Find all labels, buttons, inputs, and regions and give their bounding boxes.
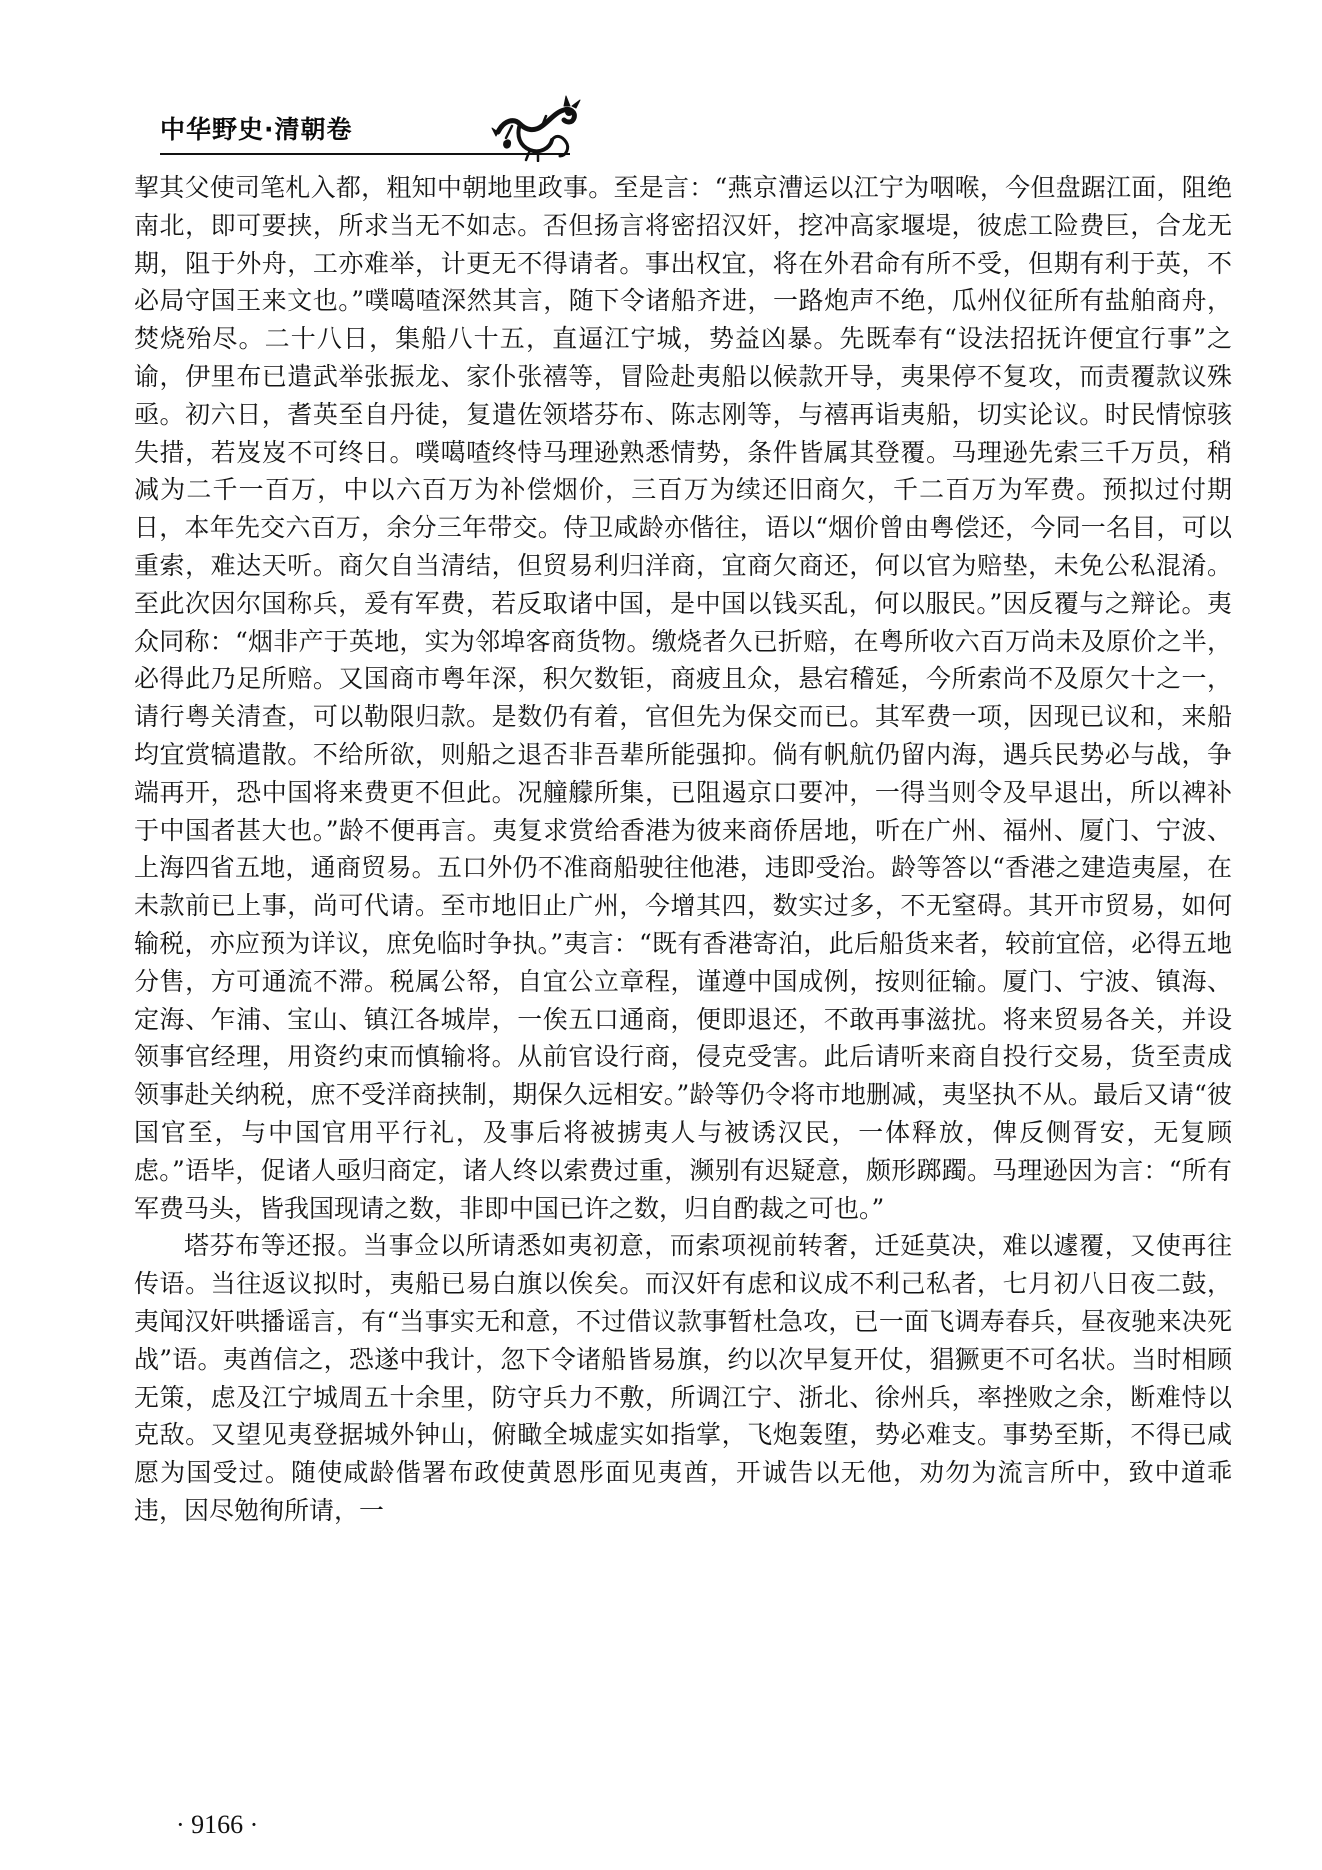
header-rule: [160, 153, 570, 155]
paragraph: 塔芬布等还报。当事佥以所请悉如夷初意，而索项视前转奢，迁延莫决，难以遽覆，又使再往传语。当往返议拟时，夷船已易白旗以俟矣。而汉奸有虑和议成不利己私者，七月初八日夜二鼓，夷闻汉奸哄播谣言，有“当事实无和意，不过借议款事暂杜急攻，已一面飞调寿春兵，昼夜驰来决死战”语。夷酋信之，恐遂中我计，忽下令诸船皆易旗，约以次早复开仗，猖獗更不可名状。当时相顾无策，虑及江宁城周五十余里，防守兵力不敷，所调江宁、浙北、徐州兵，率挫败之余，断难恃以克敌。又望见夷登据城外钟山，俯瞰全城虚实如指掌，飞炮轰堕，势必难支。事势至斯，不得已咸愿为国受过。随使咸龄偕署布政使黄恩彤面见夷酋，开诚告以无他，劝勿为流言所中，致中道乖违，因尽勉徇所请，一: [134, 1231, 1232, 1525]
running-header: [160, 92, 570, 162]
page-number: · 9166 ·: [176, 1810, 259, 1839]
dragon-icon: [490, 92, 582, 162]
book-title: 中华野史·清朝卷: [160, 115, 353, 144]
paragraph: 挈其父使司笔札入都，粗知中朝地里政事。至是言：“燕京漕运以江宁为咽喉，今但盘踞江面，阻绝南北，即可要挟，所求当无不如志。否但扬言将密招汉奸，挖冲高家堰堤，彼虑工险费巨，合龙无期，阻于外舟，工亦难举，计更无不得请者。事出权宜，将在外君命有所不受，但期有利于英，不必局守国王来文也。”噗噶喳深然其言，随下令诸船齐进，一路炮声不绝，瓜州仪征所有盐舶商舟，焚烧殆尽。二十八日，集船八十五，直逼江宁城，势益凶暴。先既奉有“设法招抚许便宜行事”之谕，伊里布已遣武举张振龙、家仆张禧等，冒险赴夷船以候款开导，夷果停不复攻，而责覆款议殊亟。初六日，耆英至自丹徒，复遣佐领塔芬布、陈志刚等，与禧再诣夷船，切实论议。时民情惊骇失措，若岌岌不可终日。噗噶喳终恃马理逊熟悉情势，条件皆属其登覆。马理逊先索三千万员，稍减为二千一百万，中以六百万为补偿烟价，三百万为续还旧商欠，千二百万为军费。预拟过付期日，本年先交六百万，余分三年带交。侍卫咸龄亦偕往，语以“烟价曾由粤偿还，今同一名目，可以重索，难达天听。商欠自当清结，但贸易利归洋商，宜商欠商还，何以官为赔垫，未免公私混淆。至此次因尔国称兵，爰有军费，若反取诸中国，是中国以钱买乱，何以服民。”因反覆与之辩论。夷众同称：“烟非产于英地，实为邻埠客商货物。缴烧者久已折赔，在粤所收六百万尚未及原价之半，必得此乃足所赔。又国商市粤年深，积欠数钜，商疲且众，悬宕稽延，今所索尚不及原欠十之一，请行粤关清查，可以勒限归款。是数仍有着，官但先为保交而已。其军费一项，因现已议和，来船均宜赏犒遣散。不给所欲，则船之退否非吾辈所能强抑。倘有帆航仍留内海，遇兵民势必与战，争端再开，恐中国将来费更不但此。况艟艨所集，已阻遏京口要冲，一得当则令及早退出，所以裨补于中国者甚大也。”龄不便再言。夷复求赏给香港为彼来商侨居地，听在广州、福州、厦门、宁波、上海四省五地，通商贸易。五口外仍不准商船驶往他港，违即受治。龄等答以“香港之建造夷屋，在未款前已上事，尚可代请。至市地旧止广州，今增其四，数实过多，不无窒碍。其开市贸易，如何输税，亦应预为详议，庶免临时争执。”夷言：“既有香港寄泊，此后船货来者，较前宜倍，必得五地分售，方可通流不滞。税属公帑，自宜公立章程，谨遵中国成例，按则征输。厦门、宁波、镇海、定海、乍浦、宝山、镇江各城岸，一俟五口通商，便即退还，不敢再事滋扰。将来贸易各关，并设领事官经理，用资约束而慎输将。从前官设行商，侵克受害。此后请听来商自投行交易，货至责成领事赴关纳税，庶不受洋商挟制，期保久远相安。”龄等仍令将市地删减，夷坚执不从。最后又请“彼国官至，与中国官用平行礼，及事后将被掳夷人与被诱汉民，一体释放，俾反侧胥安，无复顾虑。”语毕，促诸人亟归商定，诸人终以索费过重，濒别有迟疑意，颇形踯躅。马理逊因为言：“所有军费马头，皆我国现请之数，非即中国已许之数，归自酌裁之可也。”: [134, 173, 1232, 1223]
main-text: [134, 169, 1232, 1530]
